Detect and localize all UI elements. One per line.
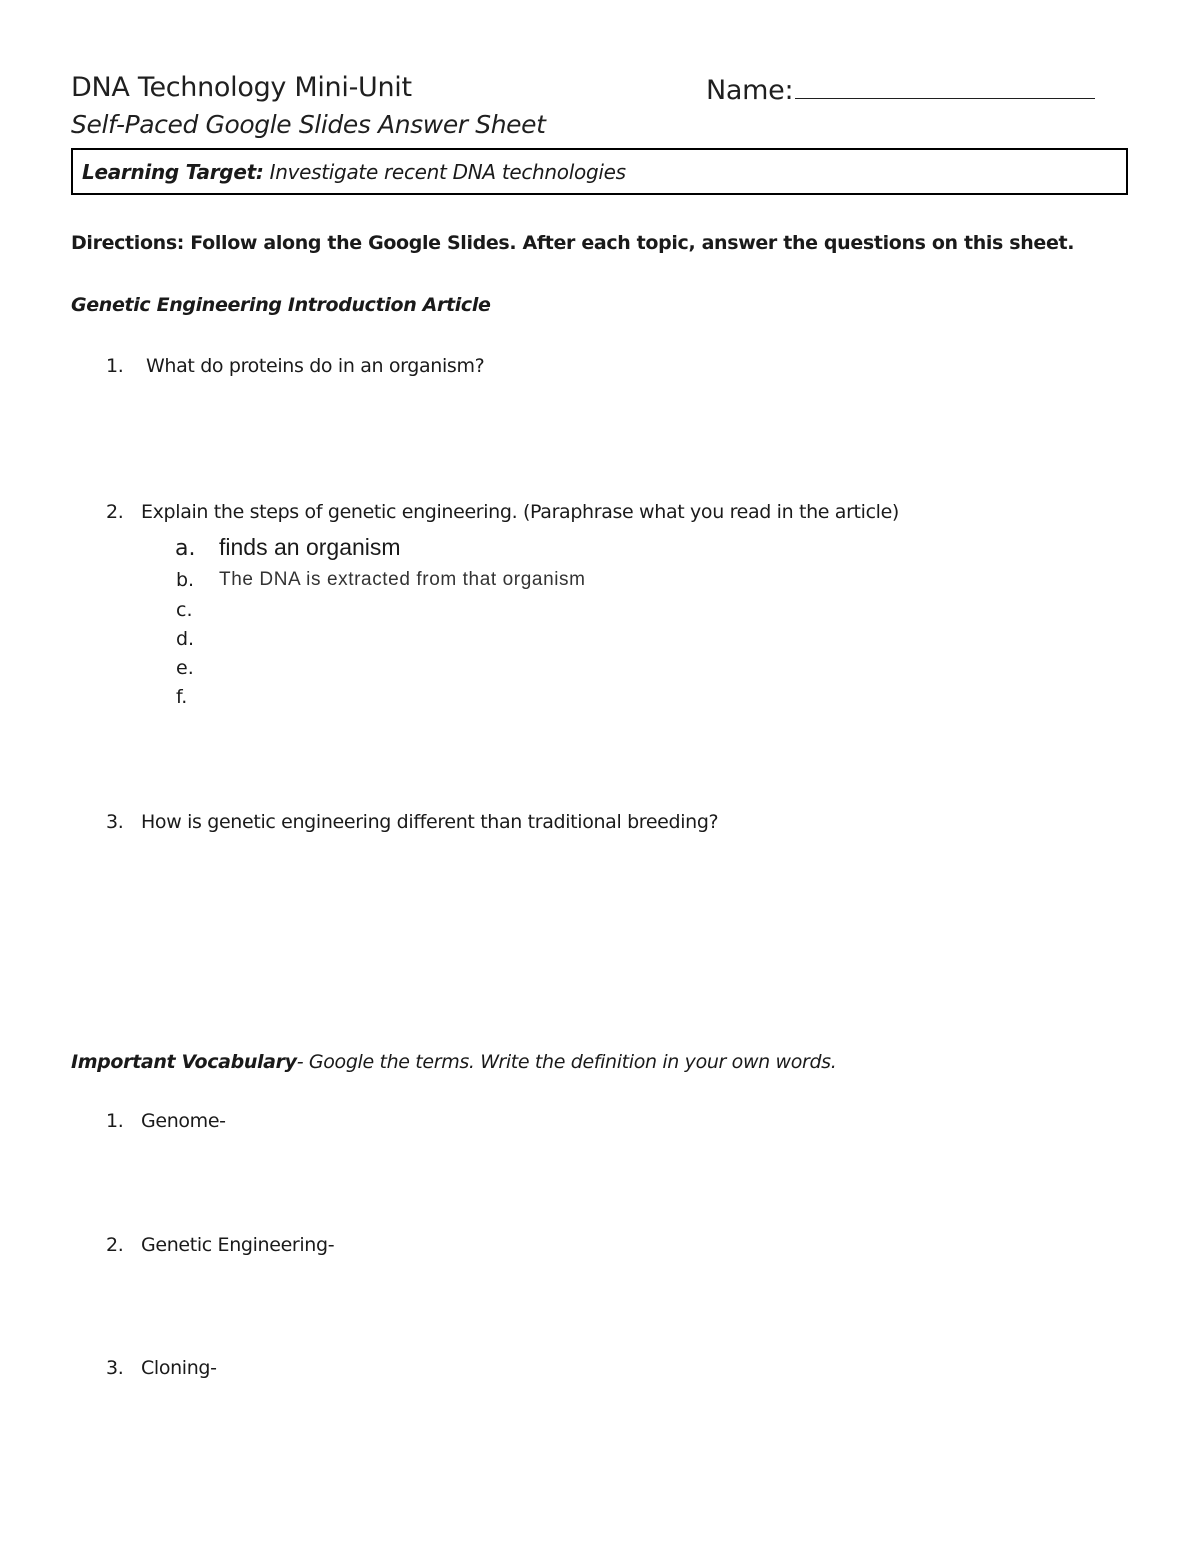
vocab-heading	[71, 1051, 836, 1073]
vocab-term-cloning: Cloning-	[141, 1357, 217, 1379]
name-label: Name:	[706, 75, 794, 106]
learning-target	[82, 160, 626, 184]
learning-target-text: Investigate recent DNA technologies	[269, 160, 626, 184]
step-letter: b.	[176, 569, 195, 591]
question-number: 2.	[106, 501, 124, 523]
step-letter: e.	[176, 657, 194, 679]
question-text: Explain the steps of genetic engineering. (Paraphrase what you read in the article)	[141, 501, 899, 523]
question-number: 3.	[106, 811, 124, 833]
step-letter: a.	[175, 536, 196, 561]
step-answer[interactable]: finds an organism	[219, 534, 401, 560]
vocab-label: Important Vocabulary	[71, 1051, 297, 1073]
page-title: DNA Technology Mini-Unit	[71, 72, 412, 103]
page-subtitle: Self-Paced Google Slides Answer Sheet	[71, 110, 546, 139]
question-number: 1.	[106, 355, 124, 377]
vocab-term-genome: Genome-	[141, 1110, 226, 1132]
learning-target-label: Learning Target:	[82, 160, 264, 184]
step-letter: f.	[176, 686, 188, 708]
step-letter: c.	[176, 599, 193, 621]
step-answer[interactable]: The DNA is extracted from that organism	[219, 569, 586, 590]
vocab-number: 3.	[106, 1357, 124, 1379]
vocab-instructions: - Google the terms. Write the definition in your own words.	[296, 1051, 837, 1073]
question-text: What do proteins do in an organism?	[146, 355, 485, 377]
name-field[interactable]	[706, 72, 1095, 106]
section-heading-genetic-engineering: Genetic Engineering Introduction Article	[71, 294, 491, 316]
question-text: How is genetic engineering different than traditional breeding?	[141, 811, 719, 833]
directions: Directions: Follow along the Google Slides. After each topic, answer the questions on this sheet.	[71, 232, 1075, 254]
step-letter: d.	[176, 628, 195, 650]
vocab-number: 1.	[106, 1110, 124, 1132]
vocab-number: 2.	[106, 1234, 124, 1256]
name-blank-line[interactable]	[795, 72, 1095, 99]
vocab-term-genetic-engineering: Genetic Engineering-	[141, 1234, 335, 1256]
